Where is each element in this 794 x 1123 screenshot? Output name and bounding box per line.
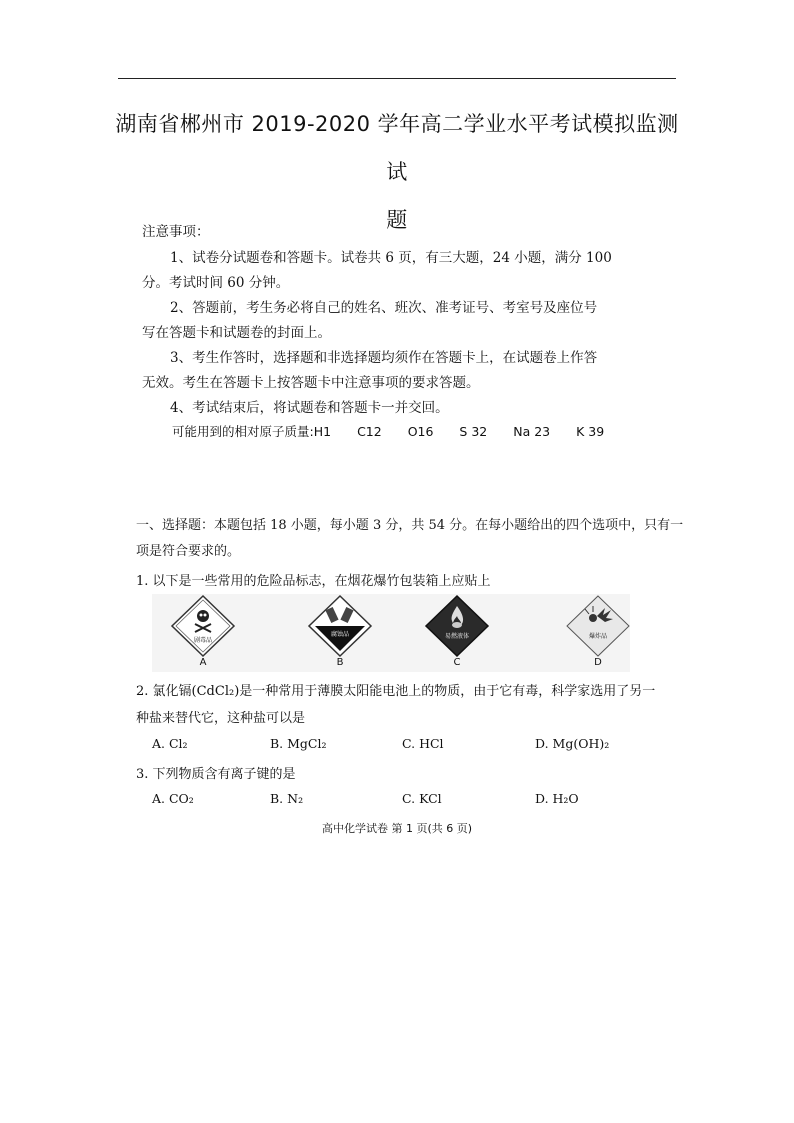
sign-d-label: 爆炸品 — [588, 633, 608, 640]
page-footer: 高中化学试卷 第 1 页(共 6 页) — [321, 822, 473, 835]
explosion-icon — [553, 594, 643, 658]
sign-a-letter: A — [199, 657, 207, 668]
hazard-sign-b — [295, 594, 385, 668]
flame-icon — [412, 594, 502, 658]
sign-c-label: 易燃液体 — [444, 633, 470, 640]
q3-option-d: D. H₂O — [535, 791, 579, 806]
sign-b-label: 腐蚀品 — [330, 631, 350, 638]
note-item-2-cont: 写在答题卡和试题卷的封面上。 — [142, 325, 331, 341]
note-item-3: 3、考生作答时，选择题和非选择题均须作在答题卡上，在试题卷上作答 — [170, 350, 598, 366]
hazard-sign-d — [553, 594, 643, 668]
sign-a-label: 剧毒品 — [193, 637, 213, 644]
question-2-stem: 2. 氯化镉(CdCl₂)是一种常用于薄膜太阳能电池上的物质，由于它有毒，科学家选用了另一 — [136, 684, 656, 699]
atomic-masses-label: 可能用到的相对原子质量:H1 — [172, 424, 332, 439]
note-item-1: 1、试卷分试题卷和答题卡。试卷共 6 页，有三大题，24 小题，满分 100 — [170, 250, 612, 266]
q2-option-a: A. Cl₂ — [152, 736, 188, 751]
q2-option-d: D. Mg(OH)₂ — [535, 736, 610, 751]
section-1-heading-cont: 项是符合要求的。 — [136, 544, 241, 559]
sign-d-letter: D — [594, 657, 602, 668]
skull-crossbones-icon — [158, 594, 248, 658]
q2-option-b: B. MgCl₂ — [270, 736, 327, 751]
sign-c-letter: C — [453, 657, 461, 668]
mass-k: K 39 — [576, 424, 605, 439]
notes-heading: 注意事项： — [142, 224, 210, 240]
question-1-stem: 1. 以下是一些常用的危险品标志，在烟花爆竹包装箱上应贴上 — [136, 574, 491, 589]
title-line-1: 湖南省郴州市 2019-2020 学年高二学业水平考试模拟监测试 — [115, 112, 679, 184]
sign-b-letter: B — [336, 657, 344, 668]
title-line-2: 题 — [386, 208, 408, 232]
q2-option-c: C. HCl — [402, 736, 444, 751]
q3-option-c: C. KCl — [402, 791, 442, 806]
note-item-4: 4、考试结束后，将试题卷和答题卡一并交回。 — [170, 400, 449, 416]
mass-na: Na 23 — [513, 424, 551, 439]
atomic-masses — [172, 422, 626, 440]
q3-option-b: B. N₂ — [270, 791, 304, 806]
question-2-stem-cont: 种盐来替代它，这种盐可以是 — [136, 711, 306, 726]
top-rule — [118, 78, 676, 79]
corrosive-icon — [295, 594, 385, 658]
mass-o: O16 — [407, 424, 434, 439]
q3-option-a: A. CO₂ — [152, 791, 194, 806]
hazard-signs — [152, 594, 630, 672]
note-item-3-cont: 无效。考生在答题卡上按答题卡中注意事项的要求答题。 — [142, 375, 480, 391]
hazard-sign-c — [412, 594, 502, 668]
hazard-sign-a — [158, 594, 248, 668]
question-3-stem: 3. 下列物质含有离子键的是 — [136, 767, 296, 782]
mass-c: C12 — [357, 424, 382, 439]
note-item-1-cont: 分。考试时间 60 分钟。 — [142, 275, 290, 291]
section-1-heading: 一、选择题：本题包括 18 小题，每小题 3 分，共 54 分。在每小题给出的四个选项中，只有一 — [136, 518, 684, 533]
mass-s: S 32 — [459, 424, 488, 439]
note-item-2: 2、答题前，考生务必将自己的姓名、班次、准考证号、考室号及座位号 — [170, 300, 598, 316]
